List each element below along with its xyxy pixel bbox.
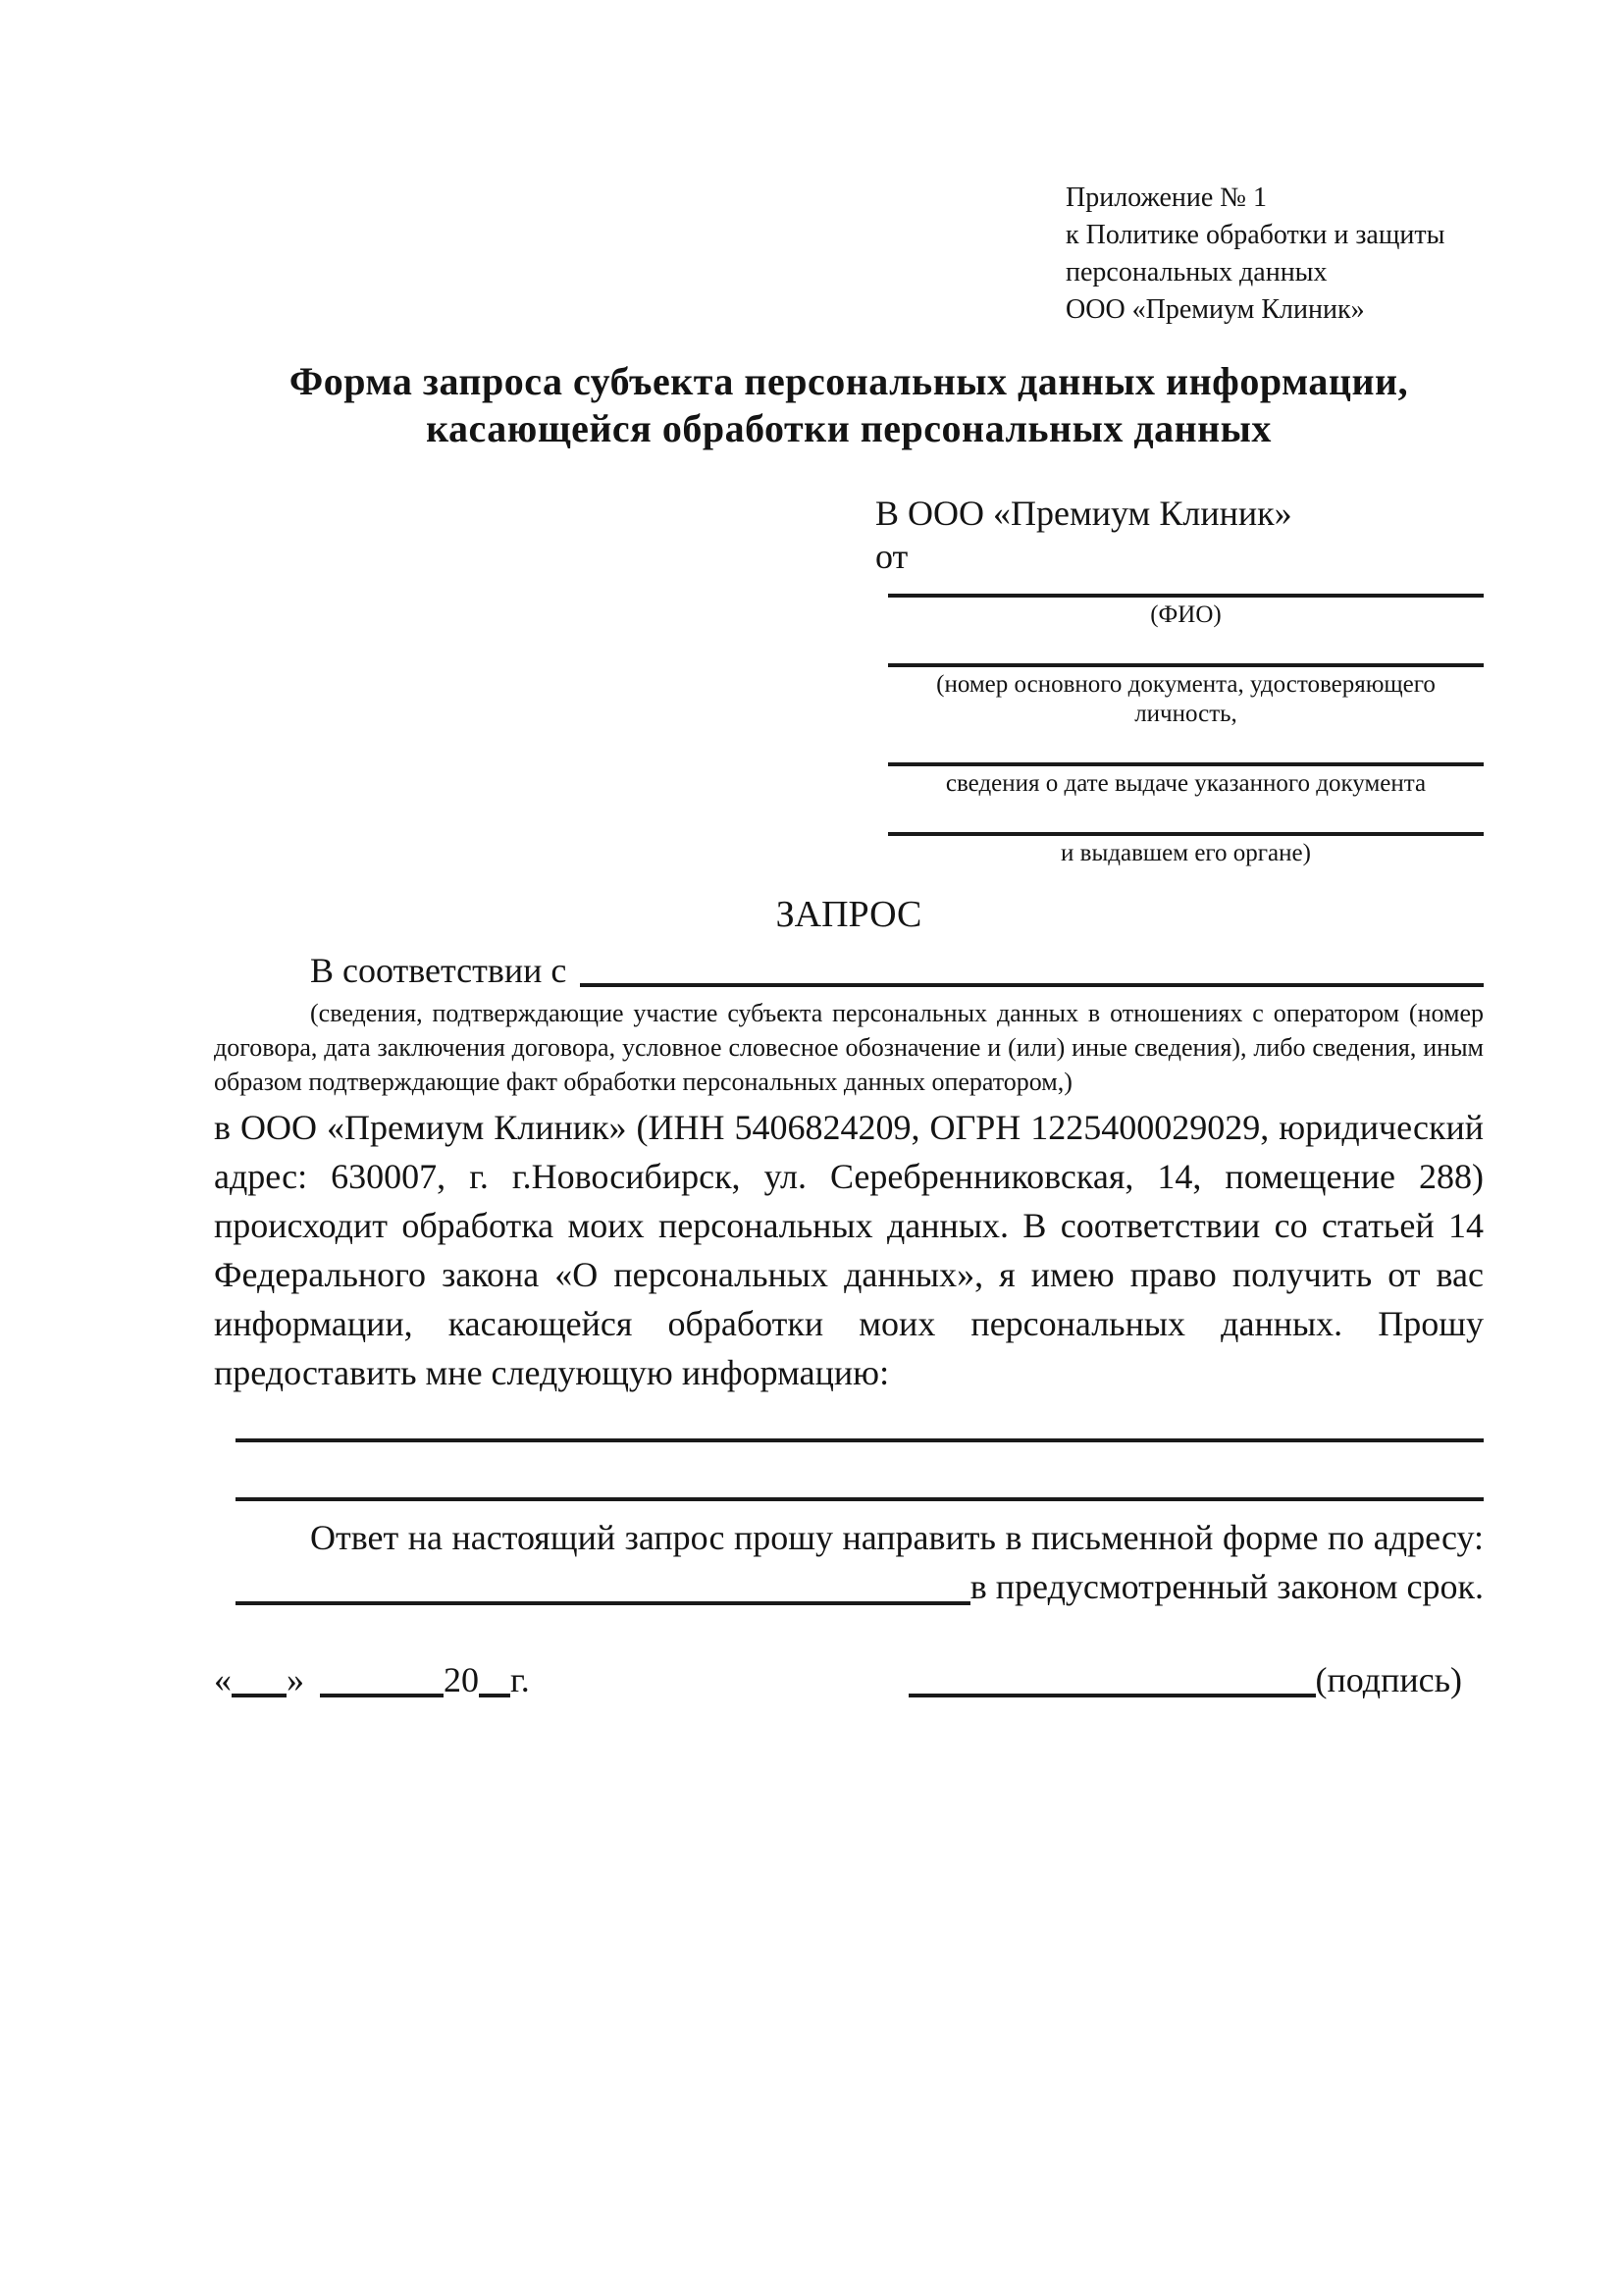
day-open-quote: «: [214, 1660, 232, 1699]
note-paragraph: (сведения, подтверждающие участие субъекта персональных данных в отношениях с оператором (номер договора, дата заключения договора, условное словесное обозначение и (или) иные сведения), либо сведения, иным образом подтверждающие факт обработки персональных данных оператором,): [214, 999, 1484, 1096]
accordance-prefix: В соответствии с: [310, 951, 567, 990]
fill-in-line: [236, 1497, 1484, 1501]
request-heading: ЗАПРОС: [775, 894, 922, 935]
addressee-organization: В ООО «Премиум Клиник»: [875, 494, 1292, 533]
reply-suffix: в предусмотренный законом срок.: [969, 1567, 1484, 1606]
year-prefix: 20: [444, 1660, 479, 1699]
date-field: [214, 1656, 530, 1703]
annex-line: персональных данных: [1066, 257, 1328, 287]
year-suffix: г.: [510, 1660, 530, 1699]
fill-in-line: [580, 983, 1484, 987]
addressee-block: [875, 492, 1484, 868]
annex-block: [1066, 180, 1484, 329]
title-line: касающейся обработки персональных данных: [426, 406, 1272, 450]
body-paragraph: в ООО «Премиум Клиник» (ИНН 5406824209, ОГРН 1225400029029, юридический адрес: 630007, г. г.Новосибирск, ул. Серебренниковская, 14, помещение 288) происходит обработка моих персональных данных. В соответствии со статьей 14 Федерального закона «О персональных данных», я имею право получить от вас информации, касающейся обработки моих персональных данных. Прошу предоставить мне следующую информацию:: [214, 1108, 1484, 1392]
field-caption: (номер основного документа, удостоверяющего личность,: [936, 671, 1436, 727]
day-close-quote: »: [287, 1660, 304, 1699]
document-issue-date-field: [888, 762, 1484, 799]
month-fill-in-line: [320, 1694, 444, 1697]
reply-line-2: [214, 1562, 1484, 1611]
fill-in-line: [236, 1438, 1484, 1442]
accordance-line: [214, 947, 1484, 994]
year-fill-in-line: [479, 1694, 510, 1697]
annex-line: Приложение № 1: [1066, 183, 1267, 213]
fio-field: [888, 594, 1484, 630]
signature-field: [909, 1656, 1462, 1703]
date-signature-row: [214, 1656, 1484, 1703]
field-caption: сведения о дате выдаче указанного документа: [945, 770, 1427, 797]
title-line: Форма запроса субъекта персональных данных информации,: [288, 359, 1409, 403]
reply-line-1: Ответ на настоящий запрос прошу направить в письменной форме по адресу:: [310, 1518, 1484, 1557]
field-caption: и выдавшем его органе): [1061, 840, 1311, 866]
document-number-field: [888, 663, 1484, 729]
signature-fill-in-line: [909, 1694, 1316, 1697]
document-title: [214, 358, 1484, 452]
fill-in-line: [236, 1601, 970, 1605]
annex-line: ООО «Премиум Клиник»: [1066, 294, 1365, 325]
field-caption: (ФИО): [1150, 601, 1222, 628]
signature-caption: (подпись): [1315, 1660, 1462, 1699]
document-issuer-field: [888, 832, 1484, 868]
annex-line: к Политике обработки и защиты: [1066, 220, 1445, 250]
addressee-from-label: от: [875, 537, 909, 576]
day-fill-in-line: [232, 1694, 287, 1697]
